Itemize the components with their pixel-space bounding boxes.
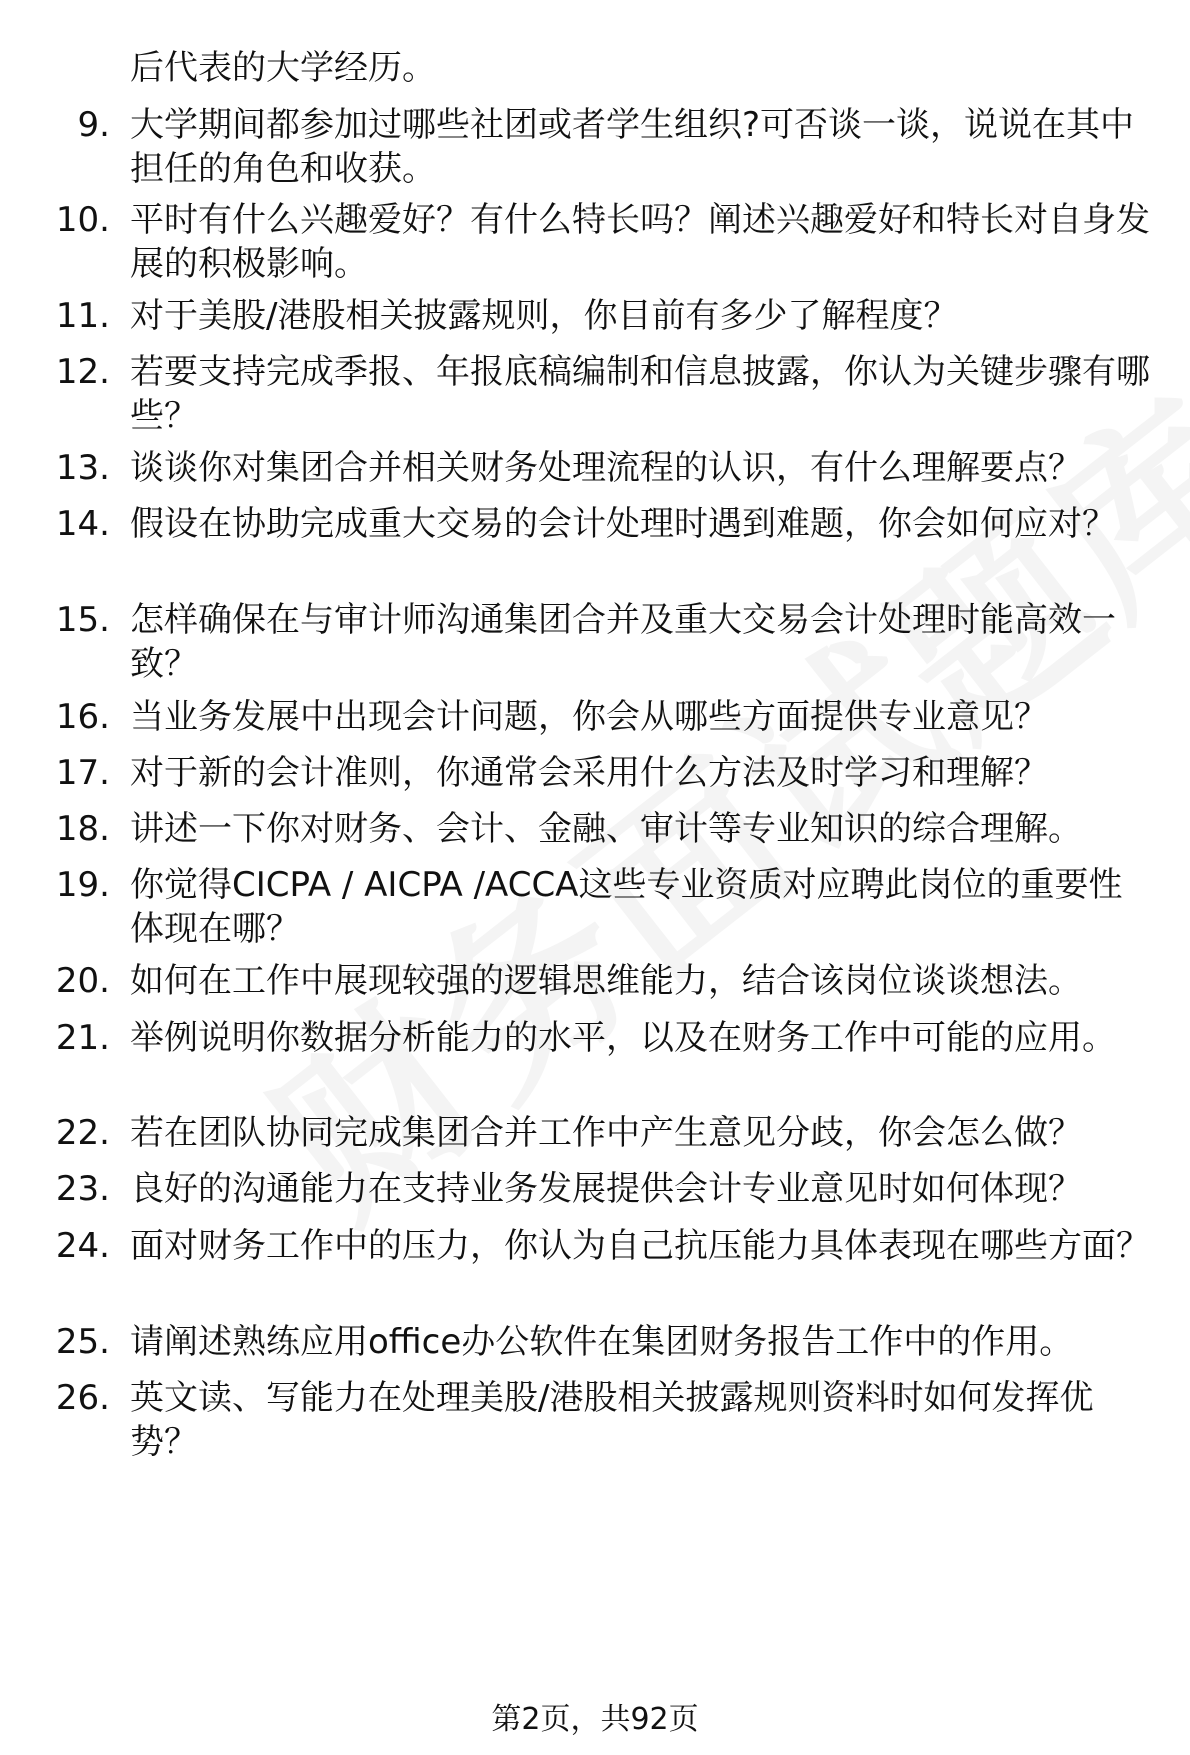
item-number: 20. xyxy=(55,961,110,1001)
item-number: 16. xyxy=(55,697,110,737)
item-text: 对于新的会计准则，你通常会采用什么方法及时学习和理解？ xyxy=(130,753,1048,793)
item-number: 12. xyxy=(55,352,110,392)
item-text: 若在团队协同完成集团合并工作中产生意见分歧，你会怎么做？ xyxy=(130,1113,1082,1153)
item-text: 举例说明你数据分析能力的水平，以及在财务工作中可能的应用。 xyxy=(130,1018,1116,1058)
item-number: 23. xyxy=(55,1169,110,1209)
item-text: 良好的沟通能力在支持业务发展提供会计专业意见时如何体现？ xyxy=(130,1169,1082,1209)
item-text: 英文读、写能力在处理美股/港股相关披露规则资料时如何发挥优势？ xyxy=(130,1378,1094,1462)
item-number: 18. xyxy=(55,809,110,849)
item-text: 如何在工作中展现较强的逻辑思维能力，结合该岗位谈谈想法。 xyxy=(130,961,1082,1001)
continuation-text: 后代表的大学经历。 xyxy=(130,48,436,88)
item-number: 21. xyxy=(55,1018,110,1058)
item-number: 9. xyxy=(77,105,110,145)
item-number: 17. xyxy=(55,753,110,793)
item-text: 若要支持完成季报、年报底稿编制和信息披露，你认为关键步骤有哪些？ xyxy=(130,352,1150,436)
item-number: 14. xyxy=(55,504,110,544)
item-number: 15. xyxy=(55,600,110,640)
item-text: 大学期间都参加过哪些社团或者学生组织?可否谈一谈，说说在其中担任的角色和收获。 xyxy=(130,105,1135,189)
item-number: 24. xyxy=(55,1226,110,1266)
item-text: 对于美股/港股相关披露规则，你目前有多少了解程度？ xyxy=(130,296,958,336)
item-number: 11. xyxy=(55,296,110,336)
item-number: 19. xyxy=(55,865,110,905)
item-text: 面对财务工作中的压力，你认为自己抗压能力具体表现在哪些方面？ xyxy=(130,1226,1150,1266)
item-text: 假设在协助完成重大交易的会计处理时遇到难题，你会如何应对？ xyxy=(130,504,1116,544)
item-text: 请阐述熟练应用office办公软件在集团财务报告工作中的作用。 xyxy=(130,1322,1074,1362)
item-number: 10. xyxy=(55,200,110,240)
item-number: 22. xyxy=(55,1113,110,1153)
item-number: 13. xyxy=(55,448,110,488)
item-text: 怎样确保在与审计师沟通集团合并及重大交易会计处理时能高效一致？ xyxy=(130,600,1116,684)
page-footer: 第2页，共92页 xyxy=(491,1702,699,1737)
item-text: 你觉得CICPA / AICPA /ACCA这些专业资质对应聘此岗位的重要性体现在哪？ xyxy=(130,865,1123,949)
item-text: 当业务发展中出现会计问题，你会从哪些方面提供专业意见？ xyxy=(130,697,1048,737)
item-text: 讲述一下你对财务、会计、金融、审计等专业知识的综合理解。 xyxy=(130,809,1082,849)
item-text: 平时有什么兴趣爱好？有什么特长吗？阐述兴趣爱好和特长对自身发展的积极影响。 xyxy=(130,200,1150,284)
item-number: 26. xyxy=(55,1378,110,1418)
item-number: 25. xyxy=(55,1322,110,1362)
item-text: 谈谈你对集团合并相关财务处理流程的认识，有什么理解要点？ xyxy=(130,448,1082,488)
